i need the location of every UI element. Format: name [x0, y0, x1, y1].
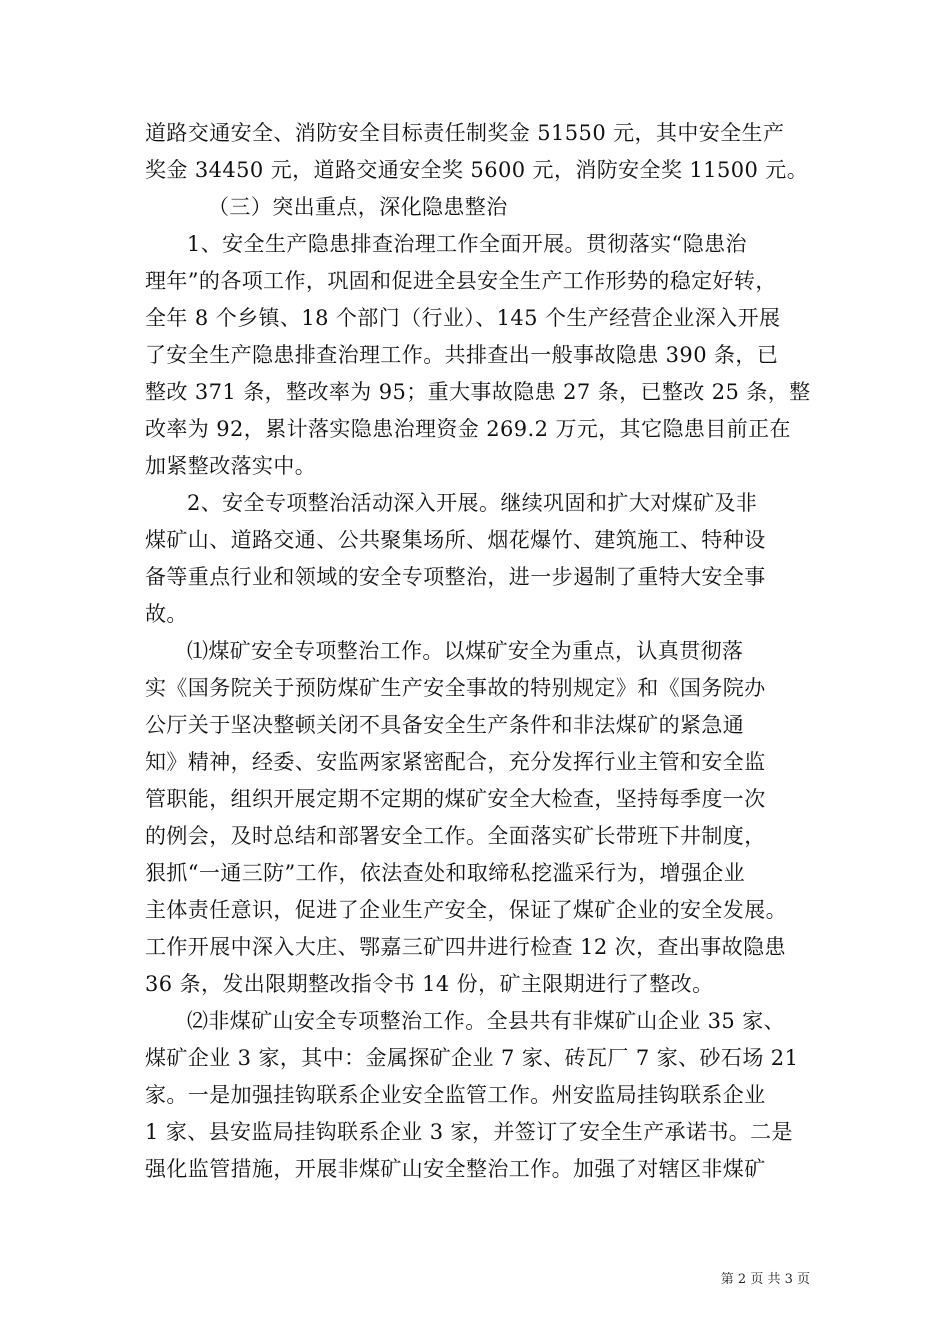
- text-line: 管职能，组织开展定期不定期的煤矿安全大检查，坚持每季度一次: [145, 787, 766, 811]
- text-line: 奖金 34450 元，道路交通安全奖 5600 元，消防安全奖 11500 元。: [145, 158, 809, 182]
- document-body: [145, 115, 815, 1188]
- text-line: 全年 8 个乡镇、18 个部门（行业）、145 个生产经营企业深入开展: [145, 306, 781, 330]
- text-line: 家。一是加强挂钩联系企业安全监管工作。州安监局挂钩联系企业: [145, 1083, 766, 1107]
- paragraph-start-line: 1、安全生产隐患排查治理工作全面开展。贯彻落实“隐患治: [187, 232, 747, 256]
- text-line: 工作开展中深入大庄、鄂嘉三矿四井进行检查 12 次，查出事故隐患: [145, 935, 786, 959]
- text-line: 1 家、县安监局挂钩联系企业 3 家，并签订了安全生产承诺书。二是: [145, 1120, 793, 1144]
- text-line: 36 条，发出限期整改指令书 14 份，矿主限期进行了整改。: [145, 972, 714, 996]
- paragraph-start-line: ⑴煤矿安全专项整治工作。以煤矿安全为重点，认真贯彻落: [187, 639, 744, 663]
- page-number-footer: 第 2 页 共 3 页: [720, 1272, 810, 1287]
- text-line: 煤矿企业 3 家，其中：金属探矿企业 7 家、砖瓦厂 7 家、砂石场 21: [145, 1046, 799, 1070]
- text-line: 理年”的各项工作，巩固和促进全县安全生产工作形势的稳定好转，: [145, 269, 777, 293]
- text-line: 煤矿山、道路交通、公共聚集场所、烟花爆竹、建筑施工、特种设: [145, 528, 766, 552]
- text-line: 整改 371 条，整改率为 95；重大事故隐患 27 条，已整改 25 条，整: [145, 380, 811, 404]
- text-line: 改率为 92，累计落实隐患治理资金 269.2 万元，其它隐患目前正在: [145, 417, 791, 441]
- text-line: 备等重点行业和领域的安全专项整治，进一步遏制了重特大安全事: [145, 565, 766, 589]
- text-line: 加紧整改落实中。: [145, 454, 317, 478]
- section-heading: （三）突出重点，深化隐患整治: [208, 195, 508, 219]
- text-line: 公厅关于坚决整顿关闭不具备安全生产条件和非法煤矿的紧急通: [145, 713, 745, 737]
- text-line: 强化监管措施，开展非煤矿山安全整治工作。加强了对辖区非煤矿: [145, 1157, 766, 1181]
- text-line: 主体责任意识，促进了企业生产安全，保证了煤矿企业的安全发展。: [145, 898, 787, 922]
- text-line: 道路交通安全、消防安全目标责任制奖金 51550 元，其中安全生产: [145, 121, 785, 145]
- text-line: 故。: [145, 602, 188, 626]
- text-line: 了安全生产隐患排查治理工作。共排查出一般事故隐患 390 条，已: [145, 343, 779, 367]
- paragraph-start-line: ⑵非煤矿山安全专项整治工作。全县共有非煤矿山企业 35 家、: [187, 1009, 786, 1033]
- text-line: 知》精神，经委、安监两家紧密配合，充分发挥行业主管和安全监: [145, 750, 766, 774]
- text-line: 的例会，及时总结和部署安全工作。全面落实矿长带班下井制度，: [145, 824, 766, 848]
- text-line: 实《国务院关于预防煤矿生产安全事故的特别规定》和《国务院办: [145, 676, 766, 700]
- text-line: 狠抓“一通三防”工作，依法查处和取缔私挖滥采行为，增强企业: [145, 861, 746, 885]
- paragraph-start-line: 2、安全专项整治活动深入开展。继续巩固和扩大对煤矿及非: [187, 491, 758, 515]
